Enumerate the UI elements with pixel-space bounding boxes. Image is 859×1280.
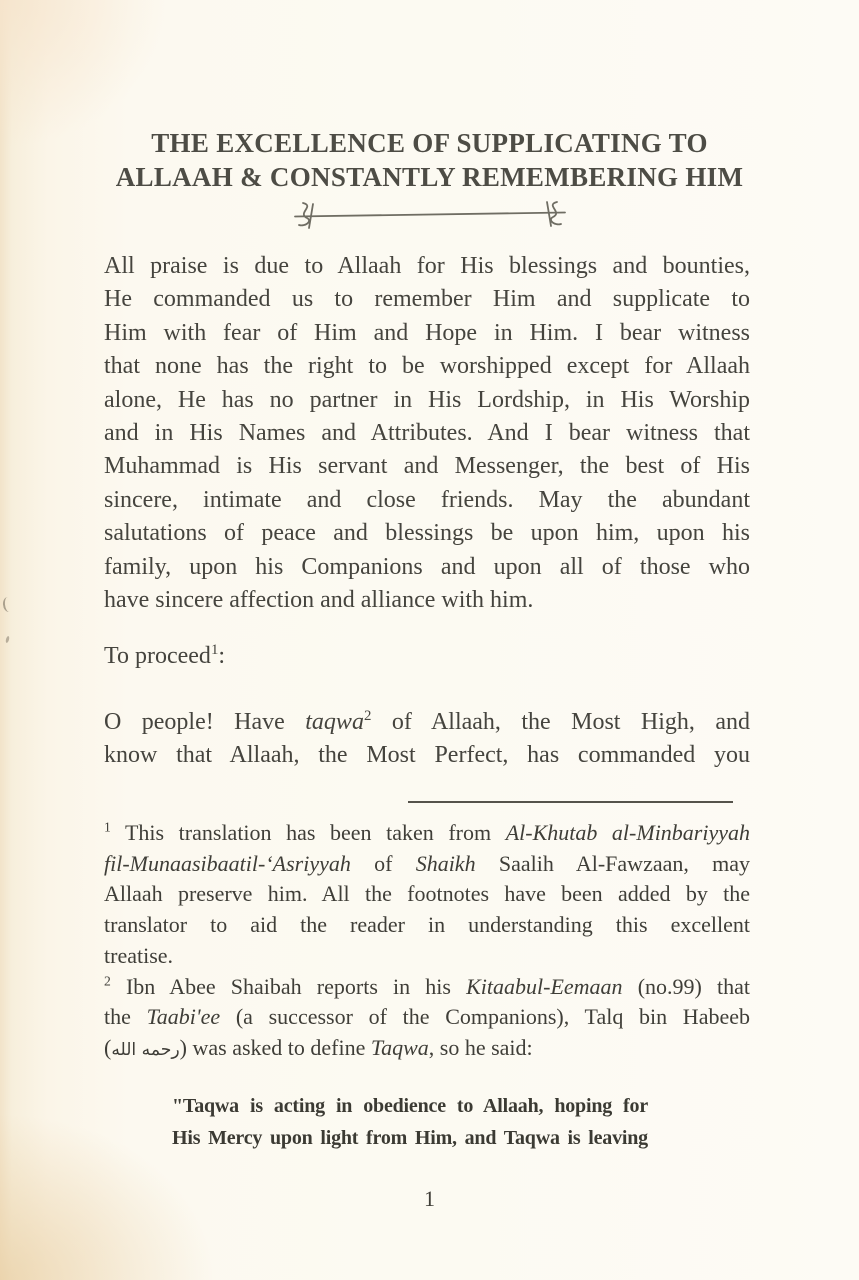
scan-artifact-mark xyxy=(5,636,10,644)
text-line: His Mercy upon light from Him, and Taqwa is leaving xyxy=(172,1126,648,1149)
text-line: salutations of peace and blessings be upon him, upon his xyxy=(104,520,750,547)
page-number: 1 xyxy=(424,1186,435,1211)
text-line: Allaah preserve him. All the footnotes have been added by the xyxy=(104,881,750,907)
footnote-separator-rule xyxy=(408,801,733,803)
calligraphic-rule-icon xyxy=(285,196,575,232)
text-line: have sincere affection and alliance with him. xyxy=(104,587,534,614)
text-line: Muhammad is His servant and Messenger, the best of His xyxy=(104,453,750,480)
chapter-title-line2: ALLAAH & CONSTANTLY REMEMBERING HIM xyxy=(115,162,744,192)
text-line: (رحمه الله) was asked to define Taqwa, so he said: xyxy=(104,1034,533,1060)
text-line: sincere, intimate and close friends. May the abundant xyxy=(104,486,750,513)
text-line: fil-Munaasibaatil-‘Asriyyah of Shaikh Saalih Al-Fawzaan, may xyxy=(104,850,750,876)
text-line: $^2$ Ibn Abee Shaibah reports in his Kitaabul-Eemaan (no.99) that xyxy=(104,973,750,999)
footnote-2 xyxy=(104,972,750,1066)
ornamental-divider xyxy=(0,196,859,237)
chapter-title xyxy=(0,126,859,194)
footnotes-section xyxy=(104,818,750,1066)
paragraph-o-people xyxy=(104,706,750,773)
scan-artifact-mark xyxy=(2,597,13,613)
text-line: translator to aid the reader in understanding this excellent xyxy=(104,912,750,938)
chapter-title-line1: THE EXCELLENCE OF SUPPLICATING TO xyxy=(151,128,708,158)
taqwa-quote-block xyxy=(172,1091,648,1154)
text-line: treatise. xyxy=(104,942,174,968)
paragraph-opening-praise xyxy=(104,250,750,617)
text-line: He commanded us to remember Him and supplicate to xyxy=(104,286,750,313)
paragraph-to-proceed xyxy=(104,640,750,673)
text-line: and in His Names and Attributes. And I bear witness that xyxy=(104,420,750,447)
text-line: alone, He has no partner in His Lordship, in His Worship xyxy=(104,386,750,413)
text-line: family, upon his Companions and upon all of those who xyxy=(104,553,750,580)
text-line: Him with fear of Him and Hope in Him. I bear witness xyxy=(104,319,750,346)
text-line: the Taabi'ee (a successor of the Companions), Talq bin Habeeb xyxy=(104,1004,750,1030)
text-line: "Taqwa is acting in obedience to Allaah, hoping for xyxy=(172,1095,648,1117)
text-line: $^1$ This translation has been taken from Al-Khutab al-Minbariyyah xyxy=(104,819,751,845)
text-line: To proceed$^1$: xyxy=(104,642,226,669)
footnote-1 xyxy=(104,818,750,972)
text-line: know that Allaah, the Most Perfect, has commanded you xyxy=(104,742,750,769)
text-line: O people! Have taqwa$^2$ of Allaah, the Most High, and xyxy=(104,708,750,735)
text-line: All praise is due to Allaah for His blessings and bounties, xyxy=(104,253,750,279)
text-line: that none has the right to be worshipped except for Allaah xyxy=(104,353,750,380)
